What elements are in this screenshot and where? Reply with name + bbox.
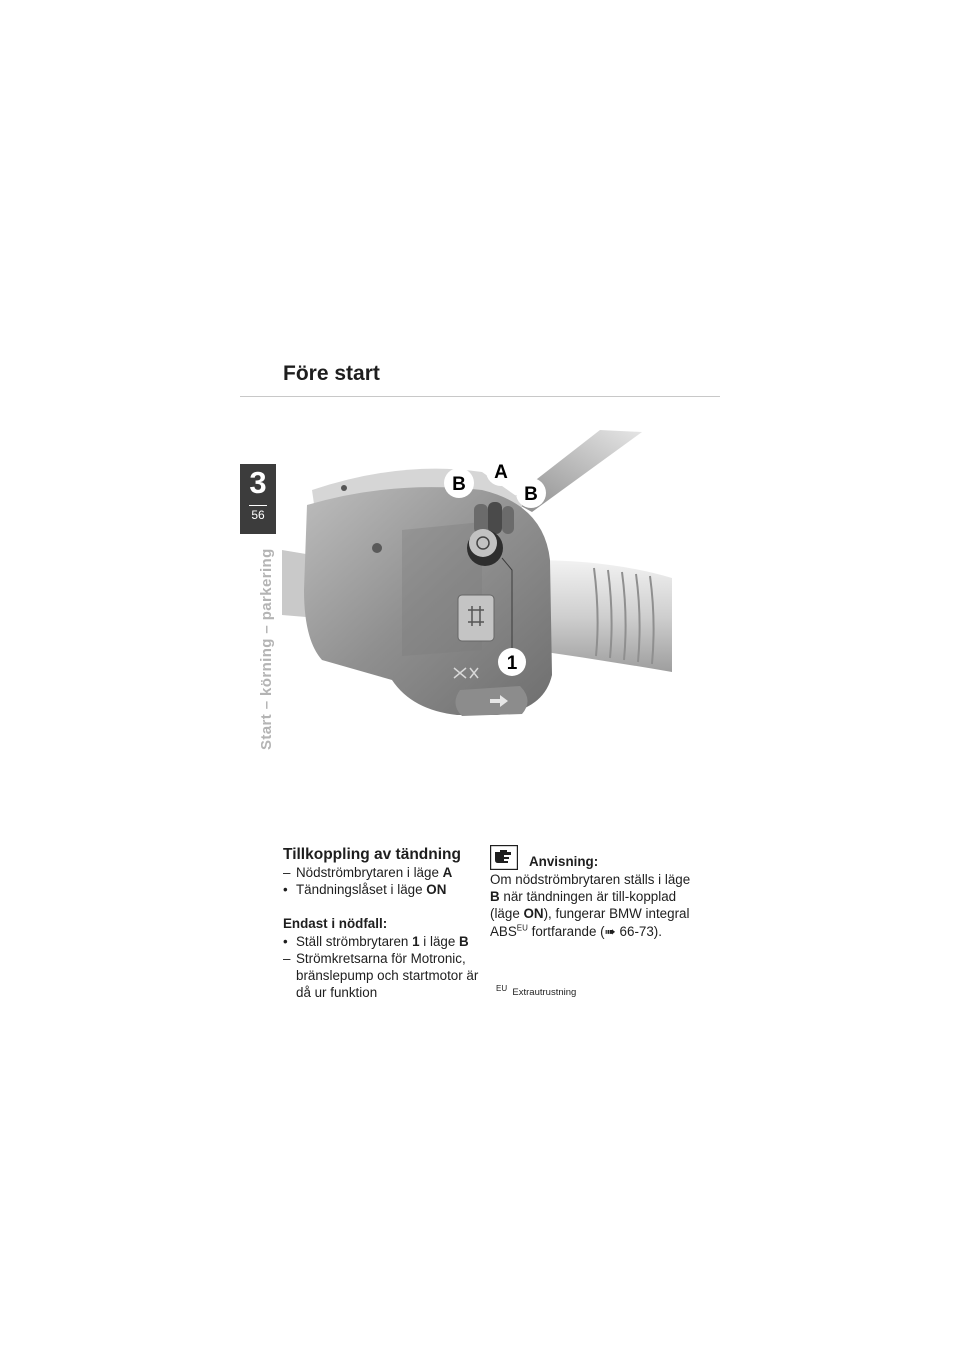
label-1: 1 [506,653,518,674]
chapter-side-title: Start – körning – parkering [258,548,275,750]
handlebar-switch-illustration [282,410,702,742]
note-hand-icon [490,845,518,870]
note-title: Anvisning: [529,853,599,869]
emergency-heading: Endast i nödfall: [283,916,388,932]
chapter-divider [249,505,267,506]
title-rule [240,396,720,397]
arrow-icon: ➠ [604,923,616,939]
chapter-number: 3 [249,465,267,500]
footnote: $^{EU}$ Extrautrustning [496,983,577,998]
list-item: • Tändningslåset i läge ON [283,882,447,898]
list-item: • Ställ strömbrytaren 1 i läge B [283,933,469,949]
ignition-section [283,845,483,1001]
list-item: – Strömkretsarna för Motronic, bränslepump och startmotor är då ur funktion [283,950,479,1001]
note-text: Om nödströmbrytaren ställs i läge B när tändningen är till-kopplad (läge ON), fungerar BMW integral $ABS^{EU}$ fortfarande (➠ 66-73). [490,872,691,939]
label-b-left: B [452,474,466,495]
label-b-right: B [524,484,538,505]
note-section [490,845,700,940]
label-a: A [494,462,508,483]
section-title: Tillkoppling av tändning [283,846,461,863]
page-number: 56 [251,508,265,522]
list-item: – Nödströmbrytaren i läge A [283,865,453,880]
chapter-tab [240,464,276,534]
page-title: Före start [283,362,380,385]
